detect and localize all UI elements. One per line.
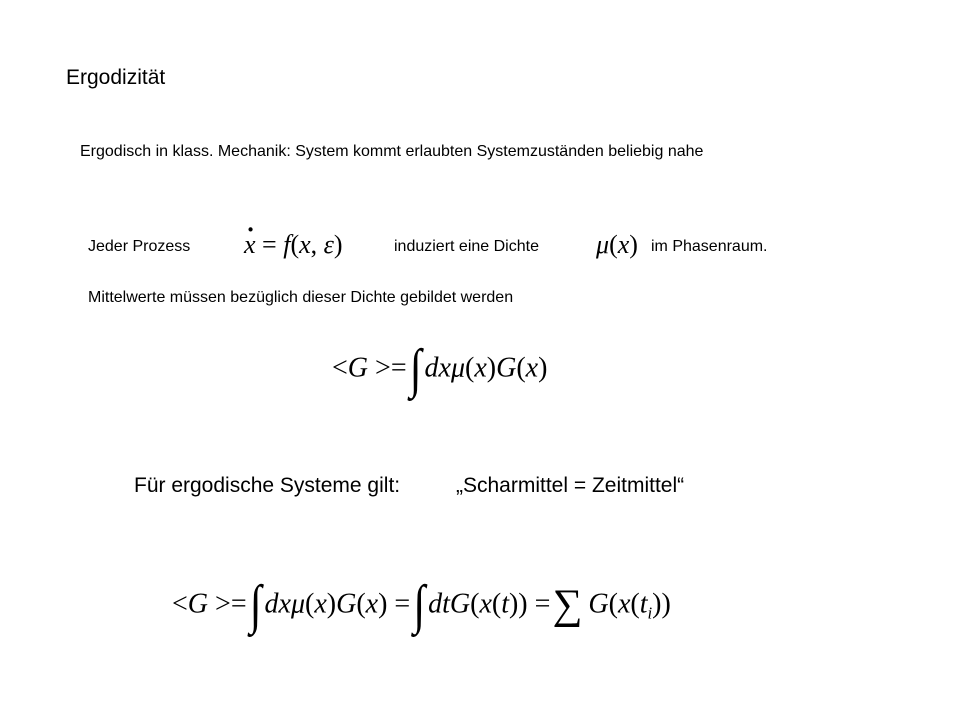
ergodic-statement-label: Für ergodische Systeme gilt: bbox=[134, 474, 401, 497]
slide-title: Ergodizität bbox=[66, 66, 166, 89]
average-text: Mittelwerte müssen bezüglich dieser Dichte gebildet werden bbox=[88, 289, 514, 306]
density-symbol: μ(x) bbox=[596, 230, 638, 259]
ergodic-statement-quote: „Scharmittel = Zeitmittel“ bbox=[456, 474, 685, 497]
ergodic-definition: Ergodisch in klass. Mechanik: System kommt erlaubten Systemzuständen beliebig nahe bbox=[80, 143, 704, 160]
process-middle: induziert eine Dichte bbox=[394, 238, 539, 255]
process-equation: · x = f(x, ε) bbox=[244, 230, 343, 260]
process-suffix: im Phasenraum. bbox=[651, 238, 768, 255]
ergodic-equation: <G >=∫ dxμ(x)G(x) =∫ dtG(x(t)) =∑ $G(x(t_i))$ bbox=[172, 575, 671, 635]
process-prefix: Jeder Prozess bbox=[88, 238, 191, 255]
ensemble-average-equation: <G >=∫ dxμ(x)G(x) bbox=[332, 339, 548, 399]
